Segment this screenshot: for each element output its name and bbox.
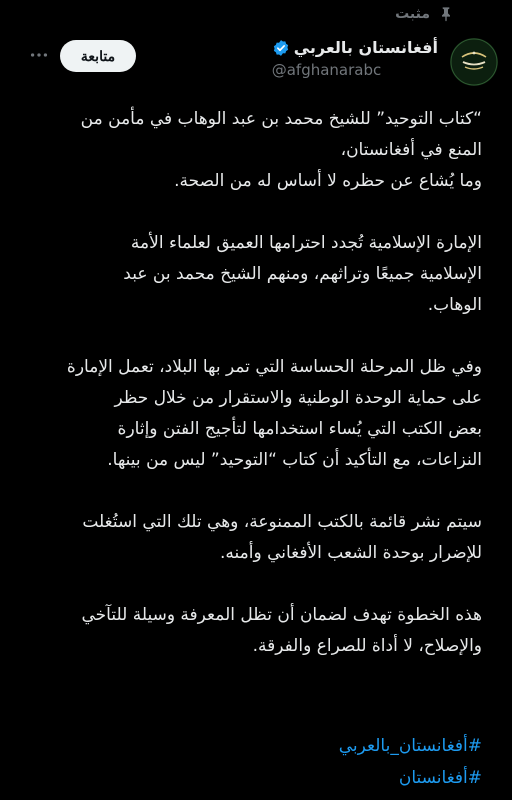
tweet-text [26,104,482,693]
handle[interactable]: @afghanarabc [271,61,382,79]
text-line: الإمارة الإسلامية تُجدد احترامها العميق لعلماء الأمة [130,233,482,253]
text-line: الإسلامية جميعًا وتراثهم، ومنهم الشيخ محمد بن عبد [123,264,482,284]
hashtag-link[interactable]: #أفغانستان_بالعربي [338,736,482,756]
hashtag-list [26,730,482,794]
text-line: للإضرار بوحدة الشعب الأفغاني وأمنه. [219,543,482,563]
text-line: على حماية الوحدة الوطنية والاستقرار من خلال حظر [114,388,482,408]
avatar-logo-icon [450,38,498,86]
hashtag-link[interactable]: #أفغانستان [398,768,482,788]
avatar[interactable] [450,38,498,86]
text-line: وفي ظل المرحلة الحساسة التي تمر بها البلاد، تعمل الإمارة [66,357,482,377]
display-name[interactable]: أفغانستان بالعربي [293,38,438,57]
text-line: هذه الخطوة تهدف لضمان أن تظل المعرفة وسيلة للتآخي [81,605,482,625]
author-block [272,38,438,79]
text-line: سيتم نشر قائمة بالكتب الممنوعة، وهي تلك التي استُغلت [82,512,482,532]
text-line: “كتاب التوحيد” للشيخ محمد بن عبد الوهاب في مأمن من [80,109,482,129]
text-line: والإصلاح، لا أداة للصراع والفرقة. [252,636,482,656]
paragraph [26,228,482,321]
more-options-icon[interactable] [28,44,50,66]
paragraph [26,352,482,476]
text-line: وما يُشاع عن حظره لا أساس له من الصحة. [174,171,482,191]
pin-icon [438,6,454,22]
paragraph [26,507,482,569]
paragraph [26,104,482,197]
text-line: الوهاب. [427,295,482,315]
paragraph [26,600,482,662]
pinned-indicator [395,6,454,22]
verified-badge-icon [272,39,290,57]
text-line: النزاعات، مع التأكيد أن كتاب “التوحيد” ليس من بينها. [107,450,482,470]
pinned-label: مثبت [395,6,430,22]
text-line: بعض الكتب التي يُساء استخدامها لتأجيج الفتن وإثارة [117,419,482,439]
text-line: المنع في أفغانستان، [340,140,482,160]
follow-button[interactable]: متابعة [60,40,136,72]
